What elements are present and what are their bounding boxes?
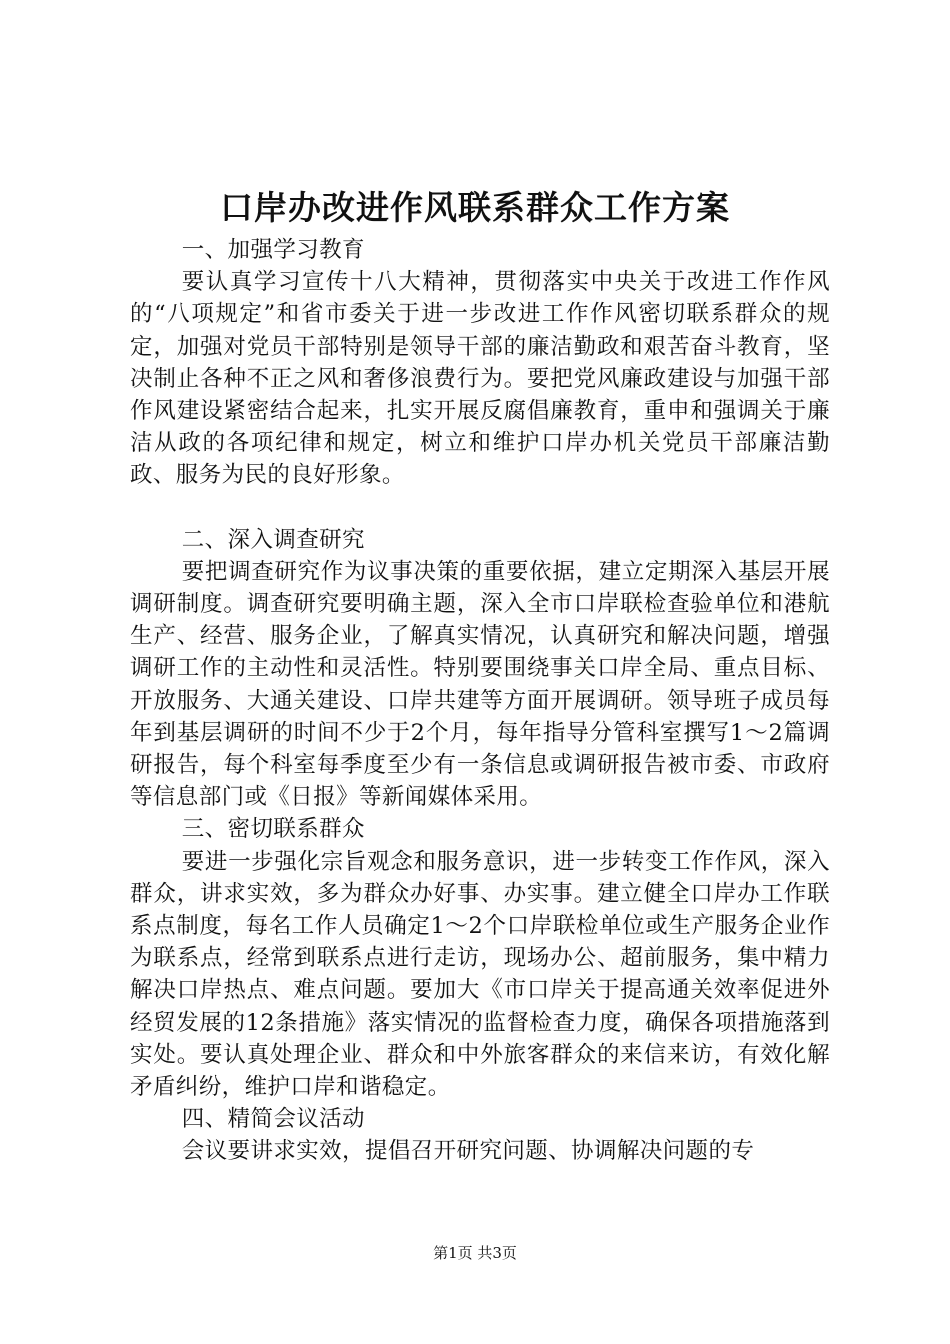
section-3-heading: 三、密切联系群众: [181, 816, 365, 843]
section-2-heading: 二、深入调查研究: [181, 526, 365, 553]
section-1-paragraph: 要认真学习宣传十八大精神，贯彻落实中央关于改进工作作风的“八项规定”和省市委关于进一步改进工作作风密切联系群众的规定，加强对党员干部特别是领导干部的廉洁勤政和艰苦奋斗教育，坚决制止各种不正之风和奢侈浪费行为。要把党风廉政建设与加强干部作风建设紧密结合起来，扎实开展反腐倡廉教育，重申和强调关于廉洁从政的各项纪律和规定，树立和维护口岸办机关党员干部廉洁勤政、服务为民的良好形象。: [130, 269, 830, 489]
section-1-heading: 一、加强学习教育: [181, 237, 365, 263]
document-body: [130, 234, 830, 1168]
page-number-footer: 第1页 共3页: [433, 1244, 517, 1262]
document-title: 口岸办改进作风联系群众工作方案: [220, 188, 730, 227]
section-4-heading: 四、精简会议活动: [181, 1106, 365, 1133]
section-4-paragraph: 会议要讲求实效，提倡召开研究问题、协调解决问题的专: [181, 1138, 755, 1165]
section-2-paragraph: 要把调查研究作为议事决策的重要依据，建立定期深入基层开展调研制度。调查研究要明确主题，深入全市口岸联检查验单位和港航生产、经营、服务企业，了解真实情况，认真研究和解决问题，增强调研工作的主动性和灵活性。特别要围绕事关口岸全局、重点目标、开放服务、大通关建设、口岸共建等方面开展调研。领导班子成员每年到基层调研的时间不少于2个月，每年指导分管科室撰写1～2篇调研报告，每个科室每季度至少有一条信息或调研报告被市委、市政府等信息部门或《日报》等新闻媒体采用。: [130, 558, 830, 811]
section-3-paragraph: 要进一步强化宗旨观念和服务意识，进一步转变工作作风，深入群众，讲求实效，多为群众办好事、办实事。建立健全口岸办工作联系点制度，每名工作人员确定1～2个口岸联检单位或生产服务企业作为联系点，经常到联系点进行走访，现场办公、超前服务，集中精力解决口岸热点、难点问题。要加大《市口岸关于提高通关效率促进外经贸发展的12条措施》落实情况的监督检查力度，确保各项措施落到实处。要认真处理企业、群众和中外旅客群众的来信来访，有效化解矛盾纠纷，维护口岸和谐稳定。: [130, 848, 830, 1101]
